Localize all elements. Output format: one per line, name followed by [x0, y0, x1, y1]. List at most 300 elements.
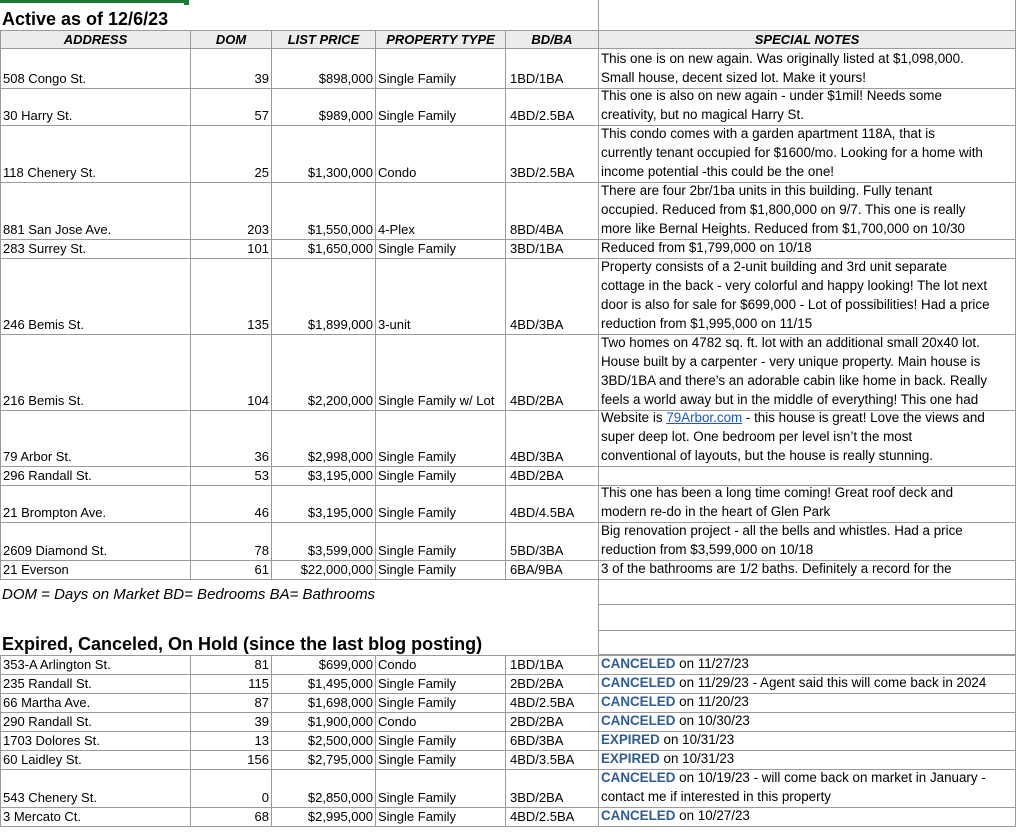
notes-text [601, 335, 1015, 410]
status-detail: on 10/31/23 [659, 751, 735, 767]
price-text: $2,998,000 [307, 448, 373, 464]
bdba-cell[interactable] [505, 731, 598, 750]
type-text: Single Family w/ Lot [378, 392, 495, 408]
status-line [601, 807, 1015, 826]
price-cell[interactable] [271, 769, 375, 807]
address-cell[interactable] [0, 807, 190, 826]
price-cell[interactable] [271, 411, 375, 467]
price-text: $1,899,000 [307, 316, 373, 332]
price-cell[interactable] [271, 335, 375, 411]
empty-cell[interactable] [598, 0, 1016, 30]
type-cell[interactable] [375, 561, 505, 580]
address-cell[interactable] [0, 486, 190, 523]
price-cell[interactable] [271, 731, 375, 750]
note-line: Small house, decent sized lot. Make it yours! [601, 70, 866, 86]
dom-text: 46 [254, 504, 269, 520]
address-cell[interactable] [0, 769, 190, 807]
type-cell[interactable] [375, 693, 505, 712]
dom-cell[interactable] [190, 335, 271, 411]
status-note-cell[interactable] [598, 712, 1016, 731]
note-line: more like Bernal Heights. Reduced from $1,700,000 on 10/30 [601, 221, 965, 237]
type-text: Single Family [378, 789, 457, 805]
bdba-text: 4BD/4.5BA [510, 504, 575, 520]
dom-cell[interactable] [190, 486, 271, 523]
address-text: 118 Chenery St. [3, 164, 96, 180]
address-text: 246 Bemis St. [3, 316, 84, 332]
dom-cell[interactable] [190, 240, 271, 259]
note-suffix: - this house is great! Love the views and [742, 411, 985, 426]
note-line: Two homes on 4782 sq. ft. lot with an additional small 20x40 lot. [601, 335, 980, 351]
note-line: cottage in the back - very colorful and happy looking! The lot next [601, 278, 988, 294]
dom-text: 36 [254, 448, 269, 464]
price-cell[interactable] [271, 712, 375, 731]
bdba-cell[interactable] [505, 655, 598, 674]
dom-cell[interactable] [190, 523, 271, 561]
note-line: 3 of the bathrooms are 1/2 baths. Definitely a record for the [601, 561, 952, 577]
price-text: $1,650,000 [307, 240, 373, 256]
type-cell[interactable] [375, 486, 505, 523]
notes-cell[interactable] [598, 49, 1016, 89]
selection-indicator [0, 0, 188, 3]
price-cell[interactable] [271, 467, 375, 486]
type-text: Single Family [378, 732, 457, 748]
address-text: 60 Laidley St. [3, 751, 82, 767]
notes-text [601, 486, 1015, 522]
status-badge: CANCELED [601, 770, 676, 786]
notes-cell[interactable] [598, 89, 1016, 126]
type-cell[interactable] [375, 731, 505, 750]
status-note-cell[interactable] [598, 674, 1016, 693]
section-title-expired [2, 631, 598, 655]
price-cell[interactable] [271, 49, 375, 89]
notes-text [601, 523, 1015, 560]
dom-text: 68 [254, 808, 269, 824]
dom-cell[interactable] [190, 183, 271, 240]
type-text: Single Family [378, 240, 457, 256]
type-text: 4-Plex [378, 221, 415, 237]
address-text: 296 Randall St. [3, 467, 92, 483]
status-badge: CANCELED [601, 675, 676, 691]
status-badge: EXPIRED [601, 732, 660, 748]
bdba-cell[interactable] [505, 674, 598, 693]
type-text: Single Family [378, 107, 457, 123]
price-cell[interactable] [271, 183, 375, 240]
note-line: Big renovation project - all the bells and whistles. Had a price [601, 523, 963, 539]
type-text: Condo [378, 164, 417, 180]
status-line [601, 655, 1015, 674]
dom-cell[interactable] [190, 655, 271, 674]
status-line [601, 731, 1015, 750]
dom-text: 115 [248, 675, 269, 691]
status-note [601, 731, 1015, 750]
dom-cell[interactable] [190, 712, 271, 731]
dom-text: 81 [254, 656, 269, 672]
notes-text [601, 561, 1015, 579]
status-badge: EXPIRED [601, 751, 660, 767]
type-text: Single Family [378, 694, 457, 710]
status-detail: on 10/31/23 [659, 732, 735, 748]
address-text: 216 Bemis St. [3, 392, 84, 408]
type-cell[interactable] [375, 183, 505, 240]
address-text: 3 Mercato Ct. [3, 808, 82, 824]
price-cell[interactable] [271, 126, 375, 183]
status-line: contact me if interested in this property [601, 789, 831, 805]
bdba-text: 8BD/4BA [510, 221, 564, 237]
note-prefix: Website is [601, 411, 667, 426]
note-line: income potential -this could be the one! [601, 164, 834, 180]
bdba-text: 4BD/3BA [510, 448, 564, 464]
active-title-text: Active as of 12/6/23 [2, 9, 169, 29]
note-line: currently tenant occupied for $1600/mo. Looking for a home with [601, 145, 983, 161]
price-cell[interactable] [271, 561, 375, 580]
header-bd-ba[interactable]: BD/BA [505, 30, 598, 49]
notes-cell[interactable] [598, 259, 1016, 335]
address-text: 290 Randall St. [3, 713, 92, 729]
price-cell[interactable] [271, 693, 375, 712]
bdba-cell[interactable] [505, 523, 598, 561]
address-text: 508 Congo St. [3, 70, 87, 86]
type-cell[interactable] [375, 807, 505, 826]
note-line [601, 411, 1015, 428]
bdba-cell[interactable] [505, 259, 598, 335]
address-text: 79 Arbor St. [3, 448, 72, 464]
bdba-cell[interactable] [505, 712, 598, 731]
dom-text: 203 [247, 221, 269, 237]
address-cell[interactable] [0, 89, 190, 126]
notes-cell[interactable] [598, 467, 1016, 486]
bdba-text: 6BD/3BA [510, 732, 564, 748]
address-cell[interactable] [0, 183, 190, 240]
bdba-cell[interactable] [505, 183, 598, 240]
header-property-type[interactable]: PROPERTY TYPE [375, 30, 505, 49]
empty-cell[interactable] [598, 605, 1016, 631]
price-text: $2,995,000 [307, 808, 373, 824]
grid-bottom-border [0, 826, 1016, 827]
note-line: occupied. Reduced from $1,800,000 on 9/7. This one is really [601, 202, 966, 218]
bdba-text: 4BD/3BA [510, 316, 564, 332]
notes-cell[interactable] [598, 561, 1016, 580]
note-line: creativity, but no magical Harry St. [601, 107, 804, 123]
status-note [601, 693, 1015, 712]
bdba-cell[interactable] [505, 693, 598, 712]
dom-text: 39 [254, 713, 269, 729]
dom-text: 61 [254, 561, 269, 577]
note-line: modern re-do in the heart of Glen Park [601, 504, 831, 520]
bdba-text: 3BD/2BA [510, 789, 564, 805]
bdba-text: 4BD/2.5BA [510, 808, 575, 824]
notes-cell[interactable] [598, 183, 1016, 240]
type-cell[interactable] [375, 523, 505, 561]
address-text: 353-A Arlington St. [3, 656, 111, 672]
notes-text [601, 240, 1015, 258]
bdba-text: 2BD/2BA [510, 713, 564, 729]
expired-title-text: Expired, Canceled, On Hold (since the last blog posting) [2, 634, 483, 654]
dom-cell[interactable] [190, 467, 271, 486]
bdba-text: 6BA/9BA [510, 561, 563, 577]
price-text: $22,000,000 [300, 561, 373, 577]
section-title-active [2, 4, 598, 30]
type-cell[interactable] [375, 240, 505, 259]
price-text: $2,500,000 [307, 732, 373, 748]
type-cell[interactable] [375, 674, 505, 693]
status-note [601, 712, 1015, 731]
address-cell[interactable] [0, 126, 190, 183]
bdba-text: 5BD/3BA [510, 542, 564, 558]
price-text: $3,195,000 [307, 504, 373, 520]
type-text: 3-unit [378, 316, 411, 332]
address-text: 235 Randall St. [3, 675, 92, 691]
price-cell[interactable] [271, 523, 375, 561]
price-text: $2,795,000 [307, 751, 373, 767]
notes-cell[interactable] [598, 335, 1016, 411]
dom-text: 39 [254, 70, 269, 86]
type-text: Condo [378, 713, 417, 729]
notes-cell[interactable] [598, 411, 1016, 467]
bdba-cell[interactable] [505, 411, 598, 467]
price-text: $3,599,000 [307, 542, 373, 558]
price-text: $2,850,000 [307, 789, 373, 805]
website-link[interactable]: 79Arbor.com [666, 411, 743, 426]
status-note [601, 655, 1015, 674]
status-detail: on 10/19/23 - will come back on market in January - [675, 770, 986, 786]
bdba-text: 1BD/1BA [510, 656, 564, 672]
type-text: Single Family [378, 808, 457, 824]
price-text: $1,698,000 [307, 694, 373, 710]
bdba-cell[interactable] [505, 49, 598, 89]
legend [2, 580, 598, 605]
note-line: Property consists of a 2-unit building and 3rd unit separate [601, 259, 948, 275]
bdba-cell[interactable] [505, 89, 598, 126]
dom-cell[interactable] [190, 731, 271, 750]
bdba-text: 4BD/2BA [510, 467, 564, 483]
address-cell[interactable] [0, 335, 190, 411]
notes-text [601, 50, 1015, 88]
price-text: $1,495,000 [307, 675, 373, 691]
status-badge: CANCELED [601, 808, 676, 824]
status-detail: on 10/30/23 [675, 713, 750, 729]
status-note-cell[interactable] [598, 655, 1016, 674]
address-cell[interactable] [0, 750, 190, 769]
status-line [601, 674, 1015, 693]
price-cell[interactable] [271, 655, 375, 674]
type-cell[interactable] [375, 411, 505, 467]
bdba-cell[interactable] [505, 486, 598, 523]
bdba-cell[interactable] [505, 126, 598, 183]
price-text: $989,000 [318, 107, 373, 123]
dom-cell[interactable] [190, 411, 271, 467]
dom-text: 101 [247, 240, 269, 256]
bdba-text: 4BD/3.5BA [510, 751, 575, 767]
bdba-text: 4BD/2.5BA [510, 694, 575, 710]
address-cell[interactable] [0, 731, 190, 750]
dom-text: 25 [254, 164, 269, 180]
dom-cell[interactable] [190, 807, 271, 826]
address-text: 283 Surrey St. [3, 240, 87, 256]
notes-cell[interactable] [598, 486, 1016, 523]
price-cell[interactable] [271, 486, 375, 523]
note-line: 3BD/1BA and there’s an adorable cabin like home in back. Really [601, 373, 988, 389]
address-cell[interactable] [0, 49, 190, 89]
status-note [601, 807, 1015, 826]
price-cell[interactable] [271, 240, 375, 259]
note-line: House built by a carpenter - very unique property. Main house is [601, 354, 981, 370]
note-line: This one has been a long time coming! Great roof deck and [601, 486, 954, 501]
legend-text: DOM = Days on Market BD= Bedrooms BA= Bathrooms [2, 586, 376, 603]
status-line [601, 712, 1015, 731]
notes-text [601, 259, 1015, 334]
empty-cell[interactable] [598, 580, 1016, 605]
type-cell[interactable] [375, 467, 505, 486]
price-cell[interactable] [271, 89, 375, 126]
price-text: $1,900,000 [307, 713, 373, 729]
dom-cell[interactable] [190, 674, 271, 693]
address-cell[interactable] [0, 240, 190, 259]
status-note-cell[interactable] [598, 731, 1016, 750]
type-text: Single Family [378, 504, 457, 520]
address-cell[interactable] [0, 259, 190, 335]
dom-cell[interactable] [190, 49, 271, 89]
dom-text: 78 [254, 542, 269, 558]
address-cell[interactable] [0, 693, 190, 712]
type-cell[interactable] [375, 259, 505, 335]
type-cell[interactable] [375, 49, 505, 89]
notes-text [601, 411, 1015, 466]
status-note-cell[interactable] [598, 807, 1016, 826]
type-text: Condo [378, 656, 417, 672]
type-cell[interactable] [375, 89, 505, 126]
notes-text [601, 126, 1015, 182]
dom-text: 13 [254, 732, 269, 748]
address-text: 30 Harry St. [3, 107, 73, 123]
bdba-cell[interactable] [505, 467, 598, 486]
note-line: There are four 2br/1ba units in this building. Fully tenant [601, 183, 933, 199]
note-line: This one is also on new again - under $1mil! Needs some [601, 89, 942, 104]
bdba-cell[interactable] [505, 561, 598, 580]
status-note [601, 750, 1015, 769]
header-dom[interactable]: DOM [190, 30, 271, 49]
type-text: Single Family [378, 70, 457, 86]
notes-text [601, 89, 1015, 125]
address-cell[interactable] [0, 411, 190, 467]
note-line: This condo comes with a garden apartment 118A, that is [601, 126, 935, 142]
status-note-cell[interactable] [598, 769, 1016, 807]
dom-text: 135 [247, 316, 269, 332]
notes-cell[interactable] [598, 126, 1016, 183]
dom-cell[interactable] [190, 693, 271, 712]
bdba-text: 3BD/1BA [510, 240, 564, 256]
bdba-cell[interactable] [505, 240, 598, 259]
address-cell[interactable] [0, 655, 190, 674]
type-cell[interactable] [375, 126, 505, 183]
address-text: 66 Martha Ave. [3, 694, 91, 710]
status-note-cell[interactable] [598, 693, 1016, 712]
dom-cell[interactable] [190, 769, 271, 807]
type-cell[interactable] [375, 712, 505, 731]
bdba-cell[interactable] [505, 750, 598, 769]
type-text: Single Family [378, 751, 457, 767]
note-line: reduction from $1,995,000 on 11/15 [601, 316, 813, 332]
address-text: 1703 Dolores St. [3, 732, 100, 748]
address-cell[interactable] [0, 467, 190, 486]
price-text: $1,300,000 [307, 164, 373, 180]
dom-cell[interactable] [190, 750, 271, 769]
status-line [601, 750, 1015, 769]
note-line: This one is on new again. Was originally listed at $1,098,000. [601, 51, 964, 67]
status-note [601, 769, 1015, 807]
bdba-cell[interactable] [505, 335, 598, 411]
type-cell[interactable] [375, 750, 505, 769]
bdba-text: 4BD/2BA [510, 392, 564, 408]
status-badge: CANCELED [601, 694, 676, 710]
status-line [601, 769, 1015, 788]
price-text: $2,200,000 [307, 392, 373, 408]
type-text: Single Family [378, 675, 457, 691]
status-detail: on 11/20/23 [675, 694, 749, 710]
address-text: 543 Chenery St. [3, 789, 97, 805]
dom-cell[interactable] [190, 561, 271, 580]
header-notes[interactable]: SPECIAL NOTES [598, 30, 1016, 49]
note-line: Reduced from $1,799,000 on 10/18 [601, 240, 812, 256]
bdba-text: 2BD/2BA [510, 675, 564, 691]
address-cell[interactable] [0, 561, 190, 580]
price-text: $898,000 [318, 70, 373, 86]
dom-text: 57 [254, 107, 269, 123]
bdba-text: 3BD/2.5BA [510, 164, 575, 180]
type-text: Single Family [378, 467, 457, 483]
empty-cell[interactable] [598, 631, 1016, 655]
type-cell[interactable] [375, 769, 505, 807]
header-list-price[interactable]: LIST PRICE [271, 30, 375, 49]
status-line [601, 693, 1015, 712]
status-badge: CANCELED [601, 713, 676, 729]
price-text: $699,000 [318, 656, 373, 672]
price-cell[interactable] [271, 807, 375, 826]
dom-text: 0 [261, 789, 269, 805]
price-cell[interactable] [271, 750, 375, 769]
dom-cell[interactable] [190, 126, 271, 183]
address-cell[interactable] [0, 523, 190, 561]
address-text: 21 Brompton Ave. [3, 504, 107, 520]
type-text: Single Family [378, 448, 457, 464]
status-note-cell[interactable] [598, 750, 1016, 769]
notes-text [601, 183, 1015, 239]
dom-text: 87 [254, 694, 269, 710]
price-cell[interactable] [271, 674, 375, 693]
note-line: super deep lot. One bedroom per level isn’t the most [601, 429, 913, 445]
address-cell[interactable] [0, 712, 190, 731]
address-text: 881 San Jose Ave. [3, 221, 112, 237]
bdba-text: 1BD/1BA [510, 70, 564, 86]
notes-cell[interactable] [598, 523, 1016, 561]
price-cell[interactable] [271, 259, 375, 335]
dom-cell[interactable] [190, 259, 271, 335]
dom-text: 104 [247, 392, 269, 408]
header-address[interactable]: ADDRESS [0, 30, 190, 49]
type-cell[interactable] [375, 335, 505, 411]
bdba-cell[interactable] [505, 769, 598, 807]
type-text: Single Family [378, 542, 457, 558]
address-cell[interactable] [0, 674, 190, 693]
type-cell[interactable] [375, 655, 505, 674]
dom-text: 53 [254, 467, 269, 483]
dom-cell[interactable] [190, 89, 271, 126]
note-line: conventional of layouts, but the house is really stunning. [601, 448, 934, 464]
price-text: $1,550,000 [307, 221, 373, 237]
note-line: reduction from $3,599,000 on 10/18 [601, 542, 814, 558]
bdba-text: 4BD/2.5BA [510, 107, 575, 123]
bdba-cell[interactable] [505, 807, 598, 826]
notes-cell[interactable] [598, 240, 1016, 259]
